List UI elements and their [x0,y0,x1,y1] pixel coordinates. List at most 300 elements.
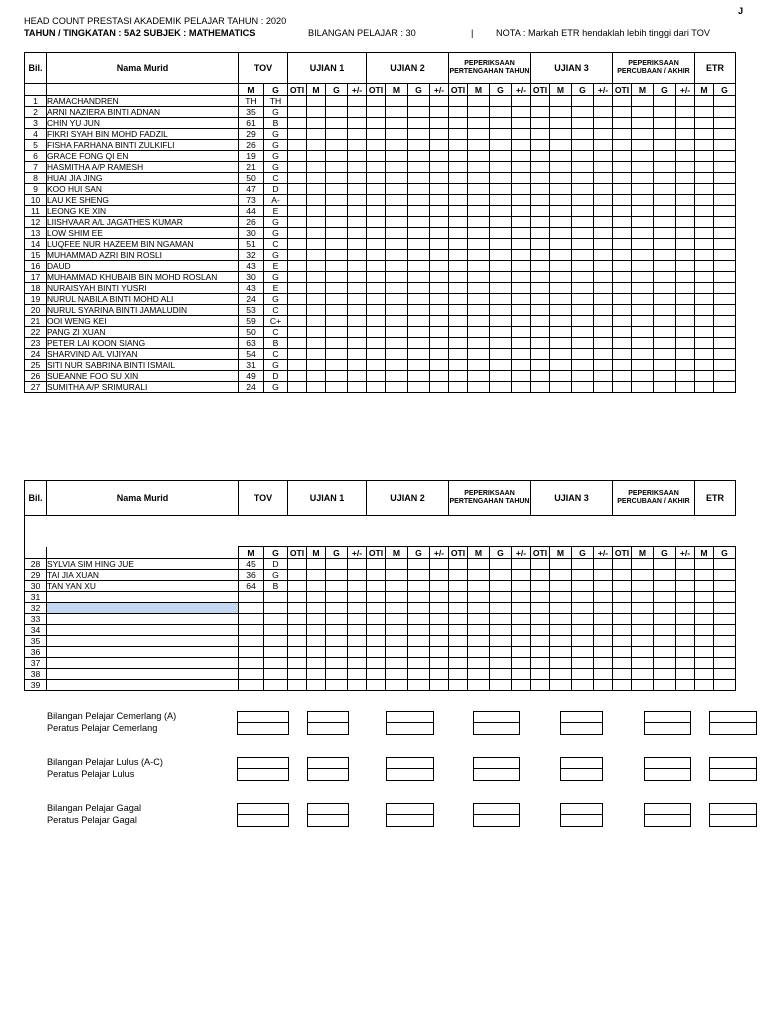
score-cell[interactable] [408,669,430,680]
student-name[interactable]: MUHAMMAD AZRI BIN ROSLI [47,250,239,261]
score-cell[interactable] [386,228,408,239]
score-cell[interactable] [430,581,449,592]
score-cell[interactable] [430,151,449,162]
score-cell[interactable] [531,360,550,371]
score-cell[interactable] [386,647,408,658]
score-cell[interactable] [490,162,512,173]
score-cell[interactable] [695,239,714,250]
score-cell[interactable] [632,107,654,118]
score-cell[interactable] [695,195,714,206]
score-cell[interactable] [367,636,386,647]
summary-input-box[interactable] [560,803,603,827]
score-cell[interactable] [695,294,714,305]
score-cell[interactable] [430,349,449,360]
score-cell[interactable] [572,250,594,261]
score-cell[interactable] [512,206,531,217]
score-cell[interactable] [490,636,512,647]
score-cell[interactable] [594,349,613,360]
score-cell[interactable] [430,316,449,327]
score-cell[interactable] [654,140,676,151]
score-cell[interactable] [531,118,550,129]
score-cell[interactable] [430,239,449,250]
student-row[interactable] [25,272,736,283]
score-cell[interactable] [654,382,676,393]
score-cell[interactable] [490,239,512,250]
summary-input-box[interactable] [644,711,691,735]
score-cell[interactable] [386,327,408,338]
student-name[interactable]: RAMACHANDREN [47,96,239,107]
score-cell[interactable] [695,360,714,371]
score-cell[interactable] [348,603,367,614]
score-cell[interactable] [348,239,367,250]
score-cell[interactable] [613,206,632,217]
score-cell[interactable] [695,228,714,239]
student-name[interactable]: DAUD [47,261,239,272]
score-cell[interactable] [695,316,714,327]
score-cell[interactable] [613,228,632,239]
score-cell[interactable] [288,559,307,570]
score-cell[interactable] [654,129,676,140]
score-cell[interactable] [408,592,430,603]
score-cell[interactable] [531,195,550,206]
score-cell[interactable] [676,625,695,636]
score-cell[interactable] [307,107,326,118]
score-cell[interactable] [430,680,449,691]
score-cell[interactable] [550,382,572,393]
score-cell[interactable] [307,614,326,625]
score-cell[interactable] [594,570,613,581]
score-cell[interactable] [632,658,654,669]
summary-input-box[interactable] [473,757,520,781]
score-cell[interactable] [654,206,676,217]
score-cell[interactable] [572,360,594,371]
score-cell[interactable] [430,162,449,173]
score-cell[interactable] [613,96,632,107]
score-cell[interactable] [550,250,572,261]
score-cell[interactable] [288,360,307,371]
score-cell[interactable] [714,371,736,382]
tov-mark[interactable] [239,603,264,614]
score-cell[interactable] [632,647,654,658]
score-cell[interactable] [449,173,468,184]
score-cell[interactable] [348,184,367,195]
summary-input-box[interactable] [644,803,691,827]
score-cell[interactable] [367,592,386,603]
score-cell[interactable] [550,669,572,680]
score-cell[interactable] [654,559,676,570]
score-cell[interactable] [307,371,326,382]
score-cell[interactable] [307,206,326,217]
score-cell[interactable] [348,559,367,570]
score-cell[interactable] [695,305,714,316]
student-name[interactable]: LIISHVAAR A/L JAGATHES KUMAR [47,217,239,228]
score-cell[interactable] [512,96,531,107]
score-cell[interactable] [613,316,632,327]
tov-mark[interactable]: 21 [239,162,264,173]
score-cell[interactable] [348,647,367,658]
score-cell[interactable] [632,151,654,162]
student-name[interactable] [47,669,239,680]
student-name[interactable]: KOO HUI SAN [47,184,239,195]
score-cell[interactable] [449,680,468,691]
summary-input-box[interactable] [473,711,520,735]
tov-mark[interactable] [239,680,264,691]
score-cell[interactable] [512,559,531,570]
score-cell[interactable] [676,636,695,647]
score-cell[interactable] [613,184,632,195]
score-cell[interactable] [531,316,550,327]
score-cell[interactable] [676,173,695,184]
score-cell[interactable] [430,184,449,195]
score-cell[interactable] [307,195,326,206]
score-cell[interactable] [408,162,430,173]
score-cell[interactable] [367,228,386,239]
student-name[interactable]: NURUL NABILA BINTI MOHD ALI [47,294,239,305]
score-cell[interactable] [408,261,430,272]
score-cell[interactable] [531,140,550,151]
score-cell[interactable] [572,283,594,294]
score-cell[interactable] [348,162,367,173]
score-cell[interactable] [531,96,550,107]
score-cell[interactable] [468,162,490,173]
score-cell[interactable] [512,680,531,691]
score-cell[interactable] [326,217,348,228]
student-row[interactable] [25,559,736,570]
score-cell[interactable] [676,614,695,625]
score-cell[interactable] [572,592,594,603]
score-cell[interactable] [367,658,386,669]
score-cell[interactable] [408,625,430,636]
score-cell[interactable] [594,382,613,393]
tov-grade[interactable]: G [264,129,288,140]
score-cell[interactable] [531,184,550,195]
score-cell[interactable] [531,272,550,283]
score-cell[interactable] [430,283,449,294]
student-name[interactable] [47,680,239,691]
score-cell[interactable] [695,371,714,382]
score-cell[interactable] [512,283,531,294]
student-row[interactable] [25,294,736,305]
tov-grade[interactable]: E [264,261,288,272]
score-cell[interactable] [531,151,550,162]
score-cell[interactable] [695,592,714,603]
score-cell[interactable] [367,195,386,206]
score-cell[interactable] [654,371,676,382]
score-cell[interactable] [367,316,386,327]
score-cell[interactable] [676,382,695,393]
score-cell[interactable] [468,305,490,316]
score-cell[interactable] [676,647,695,658]
score-cell[interactable] [386,184,408,195]
score-cell[interactable] [430,261,449,272]
score-cell[interactable] [307,217,326,228]
score-cell[interactable] [348,382,367,393]
student-row[interactable] [25,349,736,360]
score-cell[interactable] [490,669,512,680]
score-cell[interactable] [613,294,632,305]
score-cell[interactable] [288,173,307,184]
score-cell[interactable] [408,371,430,382]
score-cell[interactable] [594,239,613,250]
score-cell[interactable] [714,217,736,228]
score-cell[interactable] [307,316,326,327]
score-cell[interactable] [490,250,512,261]
score-cell[interactable] [449,184,468,195]
score-cell[interactable] [307,272,326,283]
score-cell[interactable] [490,360,512,371]
score-cell[interactable] [430,305,449,316]
score-cell[interactable] [449,151,468,162]
score-cell[interactable] [613,239,632,250]
tov-mark[interactable]: 24 [239,382,264,393]
score-cell[interactable] [449,228,468,239]
score-cell[interactable] [572,327,594,338]
student-row[interactable] [25,316,736,327]
score-cell[interactable] [367,217,386,228]
score-cell[interactable] [490,206,512,217]
tov-mark[interactable]: 45 [239,559,264,570]
score-cell[interactable] [676,338,695,349]
student-row[interactable] [25,327,736,338]
score-cell[interactable] [613,107,632,118]
student-name[interactable]: ARNI NAZIERA BINTI ADNAN [47,107,239,118]
score-cell[interactable] [490,316,512,327]
score-cell[interactable] [613,338,632,349]
student-name[interactable]: MUHAMMAD KHUBAIB BIN MOHD ROSLAN [47,272,239,283]
score-cell[interactable] [550,206,572,217]
score-cell[interactable] [512,603,531,614]
student-name[interactable]: NURAISYAH BINTI YUSRI [47,283,239,294]
score-cell[interactable] [367,559,386,570]
score-cell[interactable] [408,272,430,283]
score-cell[interactable] [367,360,386,371]
score-cell[interactable] [348,140,367,151]
score-cell[interactable] [632,195,654,206]
score-cell[interactable] [594,217,613,228]
score-cell[interactable] [632,614,654,625]
score-cell[interactable] [695,206,714,217]
score-cell[interactable] [676,581,695,592]
score-cell[interactable] [408,129,430,140]
score-cell[interactable] [676,559,695,570]
score-cell[interactable] [613,151,632,162]
score-cell[interactable] [490,184,512,195]
score-cell[interactable] [288,669,307,680]
score-cell[interactable] [550,228,572,239]
score-cell[interactable] [531,338,550,349]
score-cell[interactable] [714,96,736,107]
student-row[interactable] [25,107,736,118]
score-cell[interactable] [468,603,490,614]
score-cell[interactable] [326,570,348,581]
student-name[interactable]: HUAI JIA JING [47,173,239,184]
score-cell[interactable] [613,305,632,316]
score-cell[interactable] [572,371,594,382]
tov-grade[interactable] [264,625,288,636]
tov-mark[interactable]: 49 [239,371,264,382]
score-cell[interactable] [613,129,632,140]
tov-mark[interactable]: 51 [239,239,264,250]
score-cell[interactable] [408,658,430,669]
score-cell[interactable] [613,162,632,173]
score-cell[interactable] [386,625,408,636]
score-cell[interactable] [348,118,367,129]
score-cell[interactable] [613,603,632,614]
tov-grade[interactable] [264,669,288,680]
score-cell[interactable] [512,371,531,382]
score-cell[interactable] [468,283,490,294]
score-cell[interactable] [714,570,736,581]
score-cell[interactable] [348,228,367,239]
score-cell[interactable] [468,382,490,393]
score-cell[interactable] [490,625,512,636]
score-cell[interactable] [613,647,632,658]
score-cell[interactable] [676,316,695,327]
student-name[interactable]: FIKRI SYAH BIN MOHD FADZIL [47,129,239,140]
score-cell[interactable] [288,239,307,250]
score-cell[interactable] [386,680,408,691]
score-cell[interactable] [348,151,367,162]
score-cell[interactable] [367,250,386,261]
score-cell[interactable] [307,228,326,239]
score-cell[interactable] [572,173,594,184]
score-cell[interactable] [512,140,531,151]
score-cell[interactable] [695,338,714,349]
tov-mark[interactable]: 63 [239,338,264,349]
score-cell[interactable] [714,239,736,250]
score-cell[interactable] [408,603,430,614]
score-cell[interactable] [348,107,367,118]
score-cell[interactable] [348,592,367,603]
score-cell[interactable] [307,669,326,680]
tov-grade[interactable]: G [264,140,288,151]
tov-mark[interactable]: 32 [239,250,264,261]
score-cell[interactable] [326,239,348,250]
student-row[interactable] [25,283,736,294]
score-cell[interactable] [613,272,632,283]
score-cell[interactable] [386,272,408,283]
score-cell[interactable] [613,570,632,581]
score-cell[interactable] [449,294,468,305]
score-cell[interactable] [695,614,714,625]
score-cell[interactable] [676,294,695,305]
score-cell[interactable] [468,140,490,151]
score-cell[interactable] [408,140,430,151]
score-cell[interactable] [288,96,307,107]
score-cell[interactable] [326,559,348,570]
student-name[interactable]: GRACE FONG QI EN [47,151,239,162]
tov-mark[interactable]: 73 [239,195,264,206]
score-cell[interactable] [714,647,736,658]
score-cell[interactable] [430,195,449,206]
score-cell[interactable] [512,338,531,349]
score-cell[interactable] [632,680,654,691]
tov-mark[interactable]: 50 [239,327,264,338]
score-cell[interactable] [632,625,654,636]
score-cell[interactable] [326,184,348,195]
score-cell[interactable] [632,283,654,294]
score-cell[interactable] [430,338,449,349]
score-cell[interactable] [430,614,449,625]
score-cell[interactable] [449,581,468,592]
score-cell[interactable] [531,570,550,581]
score-cell[interactable] [714,129,736,140]
score-cell[interactable] [326,382,348,393]
score-cell[interactable] [654,669,676,680]
score-cell[interactable] [430,173,449,184]
score-cell[interactable] [430,647,449,658]
score-cell[interactable] [307,603,326,614]
score-cell[interactable] [550,305,572,316]
score-cell[interactable] [367,272,386,283]
student-row[interactable] [25,250,736,261]
score-cell[interactable] [550,316,572,327]
score-cell[interactable] [367,294,386,305]
tov-mark[interactable]: 44 [239,206,264,217]
score-cell[interactable] [550,140,572,151]
score-cell[interactable] [632,636,654,647]
score-cell[interactable] [468,614,490,625]
student-row[interactable] [25,680,736,691]
score-cell[interactable] [594,592,613,603]
score-cell[interactable] [632,581,654,592]
score-cell[interactable] [531,129,550,140]
score-cell[interactable] [468,151,490,162]
score-cell[interactable] [367,107,386,118]
score-cell[interactable] [449,570,468,581]
score-cell[interactable] [594,140,613,151]
score-cell[interactable] [550,162,572,173]
tov-grade[interactable]: B [264,118,288,129]
student-row[interactable] [25,614,736,625]
score-cell[interactable] [550,283,572,294]
score-cell[interactable] [594,272,613,283]
score-cell[interactable] [594,581,613,592]
score-cell[interactable] [386,107,408,118]
score-cell[interactable] [326,206,348,217]
score-cell[interactable] [550,658,572,669]
score-cell[interactable] [408,338,430,349]
score-cell[interactable] [531,173,550,184]
score-cell[interactable] [594,636,613,647]
score-cell[interactable] [531,206,550,217]
score-cell[interactable] [490,581,512,592]
tov-mark[interactable] [239,614,264,625]
score-cell[interactable] [348,581,367,592]
score-cell[interactable] [714,206,736,217]
score-cell[interactable] [449,217,468,228]
summary-input-box[interactable] [307,803,349,827]
score-cell[interactable] [408,107,430,118]
score-cell[interactable] [348,305,367,316]
score-cell[interactable] [386,283,408,294]
score-cell[interactable] [288,316,307,327]
score-cell[interactable] [408,96,430,107]
score-cell[interactable] [430,360,449,371]
score-cell[interactable] [572,625,594,636]
score-cell[interactable] [288,294,307,305]
score-cell[interactable] [550,118,572,129]
score-cell[interactable] [468,118,490,129]
student-row[interactable] [25,581,736,592]
tov-grade[interactable] [264,647,288,658]
score-cell[interactable] [632,559,654,570]
score-cell[interactable] [676,184,695,195]
tov-grade[interactable]: A- [264,195,288,206]
score-cell[interactable] [594,118,613,129]
score-cell[interactable] [695,570,714,581]
score-cell[interactable] [572,261,594,272]
